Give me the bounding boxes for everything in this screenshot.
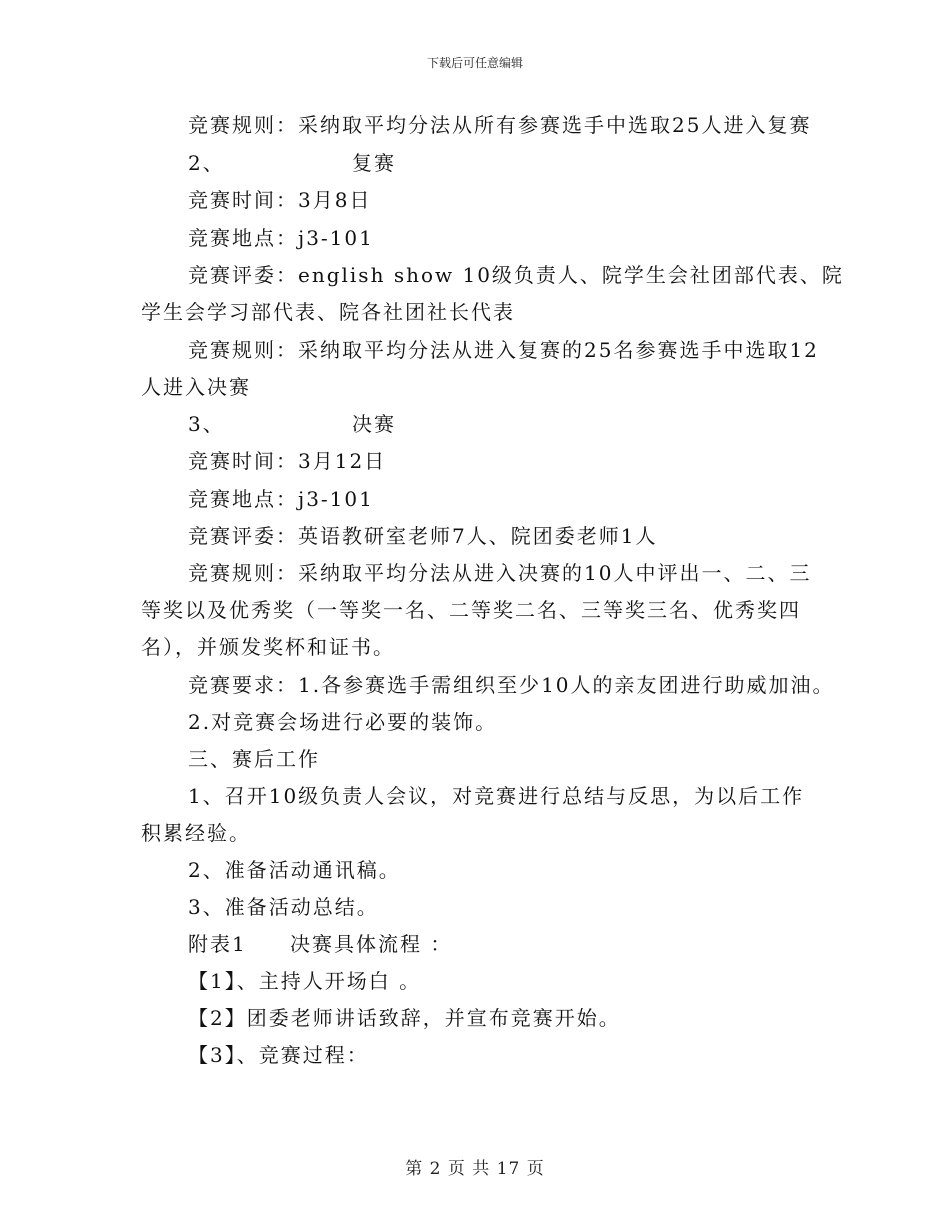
list-item: 【3】、竞赛过程： — [188, 1043, 369, 1067]
text-line: 2.对竞赛会场进行必要的装饰。 — [188, 710, 498, 734]
page-footer: 第 2 页 共 17 页 — [405, 1159, 545, 1179]
text-line: 2、准备活动通讯稿。 — [188, 858, 401, 882]
text-line: 竞赛规则：采纳取平均分法从进入复赛的25名参赛选手中选取12 — [188, 338, 819, 362]
text-line: 竞赛评委：english show 10级负责人、院学生会社团部代表、院 — [188, 263, 844, 287]
text-line: 人进入决赛 — [141, 375, 251, 399]
text-line: 竞赛地点：j3-101 — [188, 226, 374, 250]
section-number: 3、 — [188, 412, 225, 436]
list-item: 【2】团委老师讲话致辞，并宣布竞赛开始。 — [188, 1006, 621, 1030]
text-line: 积累经验。 — [141, 821, 251, 845]
text-line: 等奖以及优秀奖（一等奖一名、二等奖二名、三等奖三名、优秀奖四 — [141, 598, 801, 622]
text-line: 竞赛要求：1.各参赛选手需组织至少10人的亲友团进行助威加油。 — [188, 673, 835, 697]
text-line: 竞赛规则：采纳取平均分法从进入决赛的10人中评出一、二、三 — [188, 561, 812, 585]
text-line: 学生会学习部代表、院各社团社长代表 — [141, 300, 515, 324]
text-line: 名），并颁发奖杯和证书。 — [141, 635, 395, 659]
text-line: 竞赛评委：英语教研室老师7人、院团委老师1人 — [188, 524, 658, 548]
list-item: 【1】、主持人开场白 。 — [188, 969, 422, 993]
appendix-title: 决赛具体流程 ： — [290, 932, 453, 956]
section-heading: 复赛 — [352, 151, 396, 175]
text-line: 竞赛规则：采纳取平均分法从所有参赛选手中选取25人进入复赛 — [188, 113, 812, 137]
text-line: 竞赛时间：3月12日 — [188, 449, 387, 473]
section-number: 2、 — [188, 151, 225, 175]
text-line: 竞赛时间：3月8日 — [188, 188, 372, 212]
text-line: 3、准备活动总结。 — [188, 895, 379, 919]
appendix-label: 附表1 — [188, 932, 247, 956]
text-line: 1、召开10级负责人会议，对竞赛进行总结与反思，为以后工作 — [188, 784, 805, 808]
section-heading: 三、赛后工作 — [188, 747, 320, 771]
section-heading: 决赛 — [352, 412, 396, 436]
text-line: 竞赛地点：j3-101 — [188, 487, 374, 511]
page-header: 下载后可任意编辑 — [426, 56, 523, 70]
